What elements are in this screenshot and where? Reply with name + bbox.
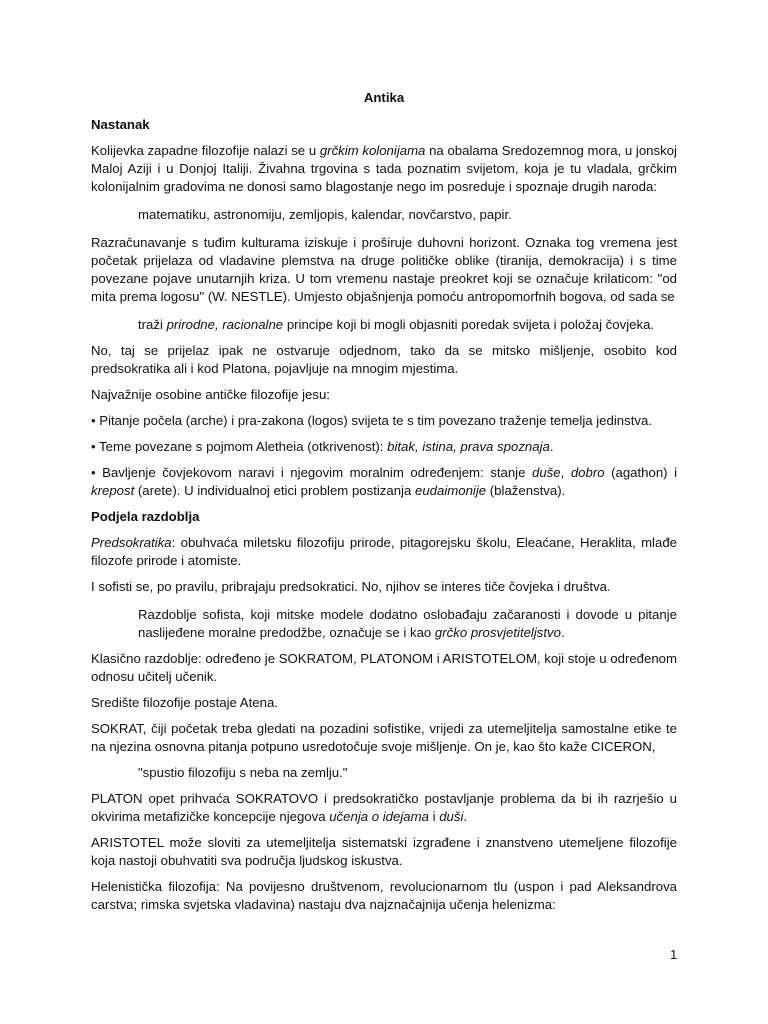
paragraph — [91, 142, 677, 196]
paragraph: Središte filozofije postaje Atena. — [91, 695, 278, 710]
emphasis: učenja o idejama — [329, 809, 429, 824]
bullet-item — [91, 438, 677, 456]
emphasis: duši — [439, 809, 464, 824]
text-run: traži — [138, 317, 167, 332]
document-body — [91, 116, 677, 922]
paragraph — [91, 790, 677, 826]
emphasis: grčkim kolonijama — [319, 143, 426, 158]
emphasis: eudaimonije — [415, 483, 487, 498]
paragraph: No, taj se prijelaz ipak ne ostvaruje odjednom, tako da se mitsko mišljenje, osobito kod predsokratika ali i kod Platona, pojavljuje na mnogim mjestima. — [91, 343, 677, 376]
section-heading-podjela: Podjela razdoblja — [91, 509, 200, 524]
paragraph: Najvažnije osobine antičke filozofije jesu: — [91, 387, 330, 402]
text-run: (agathon) i — [604, 465, 678, 480]
text-run: Razdoblje sofista, koji mitske modele dodatno oslobađaju začaranosti i dovode u pitanje naslijeđene moralne predodžbe, označuje se i kao — [138, 607, 677, 640]
paragraph: Klasično razdoblje: određeno je SOKRATOM, PLATONOM i ARISTOTELOM, koji stoje u određenom odnosu učitelj učenik. — [91, 651, 677, 684]
page-number: 1 — [670, 947, 678, 962]
document-title: Antika — [363, 90, 405, 105]
text-run: : obuhvaća miletsku filozofiju prirode, pitagorejsku školu, Eleaćane, Heraklita, mlađe filozofe prirode i atomiste. — [91, 535, 677, 568]
text-run: (arete). U individualnoj etici problem postizanja — [134, 483, 415, 498]
text-run: PLATON opet prihvaća SOKRATOVO i predsokratičko postavljanje problema da bi ih razrješio u okvirima metafizičke koncepcije njegova — [91, 791, 677, 824]
section-heading-nastanak: Nastanak — [91, 117, 150, 132]
bullet-item: • Pitanje počela (arche) i pra-zakona (logos) svijeta te s tim povezano traženje temelja jedinstva. — [91, 413, 652, 428]
list-line: matematiku, astronomiju, zemljopis, kalendar, novčarstvo, papir. — [138, 207, 512, 222]
emphasis: dobro — [570, 465, 605, 480]
text-run: Kolijevka zapadne filozofije nalazi se u — [91, 143, 320, 158]
text-run: . — [549, 439, 554, 454]
emphasis: krepost — [91, 483, 135, 498]
paragraph — [91, 534, 677, 570]
paragraph: SOKRAT, čiji početak treba gledati na pozadini sofistike, vrijedi za utemeljitelja samostalne etike te na njezina osnovna pitanja potpuno usredotočuje svoje mišljenje. On je, kao što kaže CICERON, — [91, 721, 677, 754]
text-run: • Bavljenje čovjekovom naravi i njegovim moralnim određenjem: stanje — [91, 465, 532, 480]
emphasis: prirodne, racionalne — [166, 317, 284, 332]
text-run: i — [428, 809, 440, 824]
paragraph — [138, 316, 677, 334]
quote-line: "spustio filozofiju s neba na zemlju." — [138, 765, 348, 780]
text-run: . — [463, 809, 468, 824]
text-run: • Teme povezane s pojmom Aletheia (otkrivenost): — [91, 439, 388, 454]
text-run: (blaženstva). — [486, 483, 566, 498]
text-run: principe koji bi mogli objasniti poredak svijeta i položaj čovjeka. — [283, 317, 655, 332]
paragraph — [138, 606, 677, 642]
paragraph: ARISTOTEL može sloviti za utemeljitelja sistematski izgrađene i znanstveno utemeljene filozofije koja nastoji obuhvatiti sva područja ljudskog iskustva. — [91, 835, 677, 868]
bullet-item — [91, 464, 677, 500]
paragraph: Razračunavanje s tuđim kulturama iziskuje i proširuje duhovni horizont. Oznaka tog vremena jest početak prijelaza od vladavine plemstva na druge političke oblike (tiranija, demokracija) i s time povezane pojave unutarnjih kriza. U tom vremenu nastaje preokret koji se označuje krilaticom: "od mita prema logosu" (W. NESTLE). Umjesto objašnjenja pomoću antropomorfnih bogova, od sada se — [91, 235, 677, 304]
text-run: na obalama Sredozemnog mora, u jonskoj Maloj Aziji i u Donjoj Italiji. Živahna trgovina s tada poznatim svijetom, koja je tu vladala, grčkim kolonijalnim gradovima ne donosi samo blagostanje nego im posreduje i spoznaje drugih naroda: — [91, 143, 677, 194]
emphasis: grčko prosvjetiteljstvo — [434, 625, 561, 640]
emphasis: duše — [531, 465, 561, 480]
emphasis: Predsokratika — [91, 535, 172, 550]
text-run: . — [560, 625, 565, 640]
emphasis: bitak, istina, prava spoznaja — [387, 439, 550, 454]
paragraph: Helenistička filozofija: Na povijesno društvenom, revolucionarnom tlu (uspon i pad Aleksandrova carstva; rimska svjetska vladavina) nastaju dva najznačajnija učenja helenizma: — [91, 879, 677, 912]
text-run: , — [560, 465, 571, 480]
paragraph: I sofisti se, po pravilu, pribrajaju predsokratici. No, njihov se interes tiče čovjeka i društva. — [91, 579, 611, 594]
